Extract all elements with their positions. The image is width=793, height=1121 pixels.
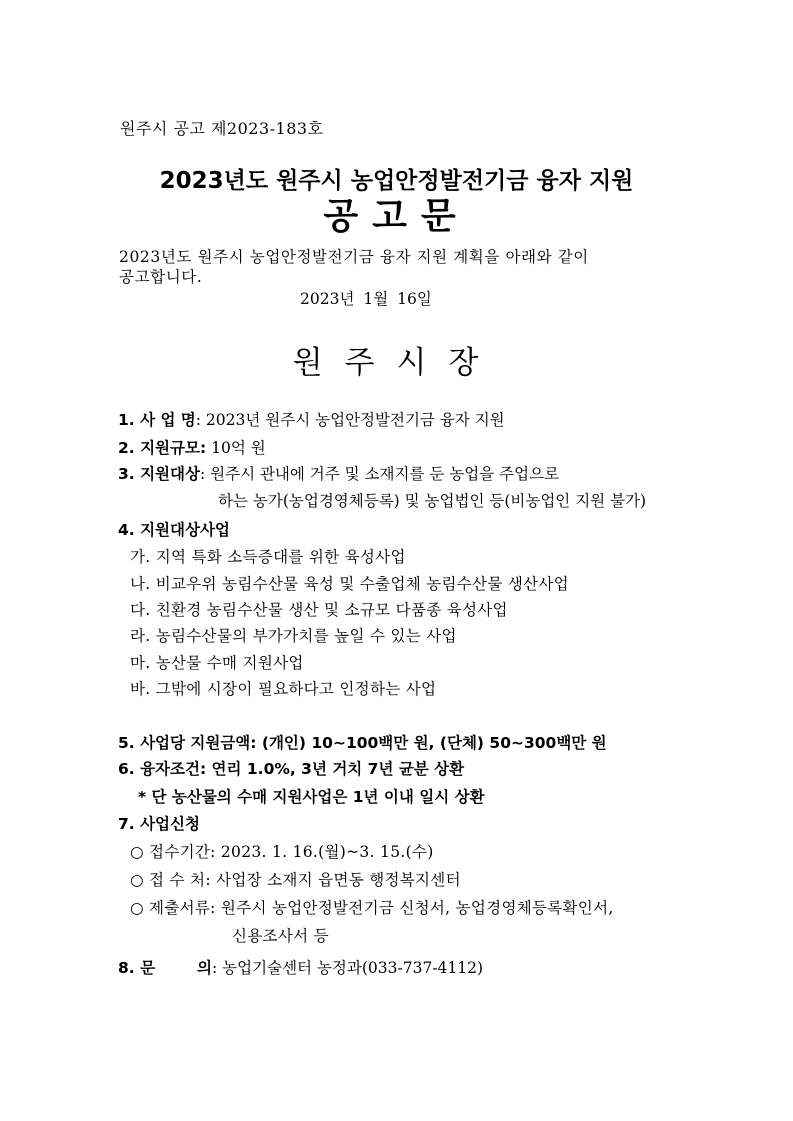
list-item: 마. 농산물 수매 지원사업 [130, 654, 304, 672]
item-loan-terms-note: * 단 농산물의 수매 지원사업은 1년 이내 일시 상환 [138, 788, 485, 806]
intro-line-1: 2023년도 원주시 농업안정발전기금 융자 지원 계획을 아래와 같이 [119, 248, 589, 266]
item-label: 3. 지원대상 [118, 465, 200, 483]
item-text: 10억 원 [206, 439, 266, 457]
item-loan-terms: 6. 융자조건: 연리 1.0%, 3년 거치 7년 균분 상환 [118, 760, 465, 778]
item-label-part-a: 8. 문 [118, 959, 156, 977]
list-item: 바. 그밖에 시장이 필요하다고 인정하는 사업 [130, 680, 437, 698]
list-item: ○ 접수기간: 2023. 1. 16.(월)~3. 15.(수) [130, 843, 434, 861]
item-text: : 2023년 원주시 농업안정발전기금 융자 지원 [195, 411, 505, 429]
list-item: 가. 지역 특화 소득증대를 위한 육성사업 [130, 548, 406, 566]
list-item: ○ 제출서류: 원주시 농업안정발전기금 신청서, 농업경영체등록확인서, [130, 899, 614, 917]
list-item-continued: 신용조사서 등 [232, 927, 329, 945]
item-text: : 농업기술센터 농정과(033-737-4112) [212, 959, 484, 977]
list-item: ○ 접 수 처: 사업장 소재지 읍면동 행정복지센터 [130, 871, 461, 889]
item-text: : 원주시 관내에 거주 및 소재지를 둔 농업을 주업으로 [199, 465, 560, 483]
list-item: 다. 친환경 농림수산물 생산 및 소규모 다품종 육성사업 [130, 601, 508, 619]
item-label: 1. 사 업 명 [118, 411, 196, 429]
list-item: 라. 농림수산물의 부가가치를 높일 수 있는 사업 [130, 627, 457, 645]
item-label-part-b: 의 [197, 959, 213, 977]
item-support-amount: 5. 사업당 지원금액: (개인) 10~100백만 원, (단체) 50~300백만 원 [118, 734, 607, 752]
list-item: 나. 비교우위 농림수산물 육성 및 수출업체 농림수산물 생산사업 [130, 575, 569, 593]
item-target-projects-heading: 4. 지원대상사업 [118, 521, 230, 539]
item-support-scale [118, 436, 266, 458]
item-project-name [118, 408, 505, 430]
item-contact [118, 956, 483, 978]
issuer-name: 원주시장 [292, 345, 501, 381]
item-support-target [118, 462, 559, 484]
notice-number: 원주시 공고 제2023-183호 [120, 119, 324, 138]
intro-line-2: 공고합니다. [119, 268, 203, 286]
item-application-heading: 7. 사업신청 [118, 815, 200, 833]
item-label: 2. 지원규모: [118, 439, 207, 457]
item-support-target-continued: 하는 농가(농업경영체등록) 및 농업법인 등(비농업인 지원 불가) [218, 492, 647, 510]
document-title: 2023년도 원주시 농업안정발전기금 융자 지원 [159, 168, 634, 194]
notice-date: 2023년 1월 16일 [300, 290, 432, 308]
document-type-heading: 공고문 [323, 196, 470, 237]
